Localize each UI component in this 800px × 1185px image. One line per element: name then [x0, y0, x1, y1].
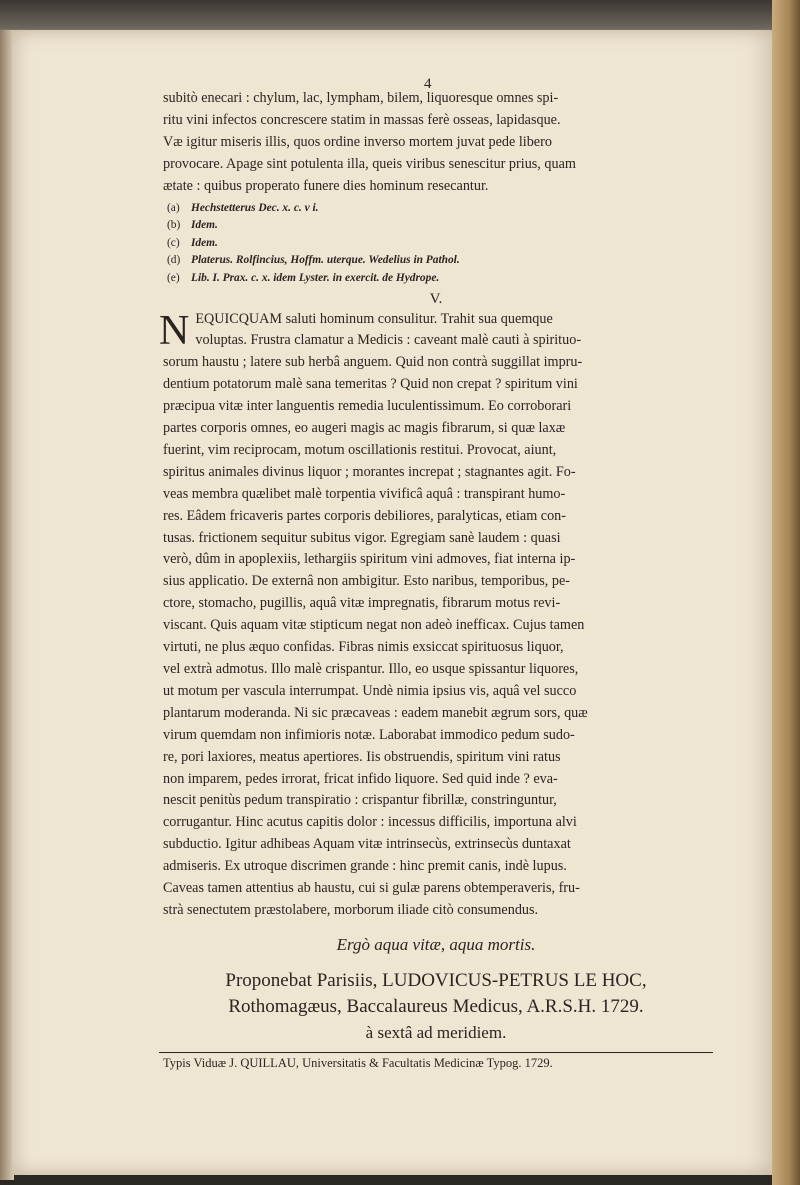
text-line: ritu vini infectos concrescere statim in massas ferè osseas, lapidasque. [163, 111, 561, 128]
page-text [159, 74, 709, 1071]
footnote-mark: (c) [167, 236, 180, 249]
text-line: tusas. frictionem sequitur subitus vigor. Egregiam sanè laudem : quasi [163, 529, 561, 546]
text-line: viscant. Quis aquam vitæ stipticum negat non adeò inefficax. Cujus tamen [163, 617, 585, 634]
text-line: spiritus animales divinus liquor ; morantes increpat ; stagnantes agit. Fo- [163, 463, 576, 480]
section-paragraph [159, 307, 709, 922]
footnote [167, 252, 709, 270]
text-line: ætate : quibus properato funere dies hominum resecantur. [163, 177, 489, 194]
text-line: virum quemdam non infimioris notæ. Laborabat immodico pedum sudo- [163, 726, 575, 743]
footnote [167, 217, 709, 235]
text-line: admiseris. Ex utroque discrimen grande : hinc premit canis, indè lupus. [163, 858, 567, 875]
page-number: 4 [424, 76, 432, 92]
signature-line: Proponebat Parisiis, LUDOVICUS-PETRUS LE HOC, [225, 969, 647, 991]
text-line: verò, dûm in apoplexiis, lethargiis spiritum vini admoves, fiat interna ip- [163, 551, 576, 568]
signature-line: Rothomagæus, Baccalaureus Medicus, A.R.S.H. 1729. [228, 995, 644, 1017]
text-line: ut motum per vascula interrumpat. Undè nimia ipsius vis, aquâ vel succo [163, 682, 577, 699]
footnote-mark: (b) [167, 219, 181, 232]
text-line: præcipua vitæ inter languentis remedia luculentissimum. Eo corroborari [163, 398, 572, 415]
text-line: provocare. Apage sint potulenta illa, queis viribus senescitur prius, quam [163, 155, 576, 172]
text-line: non imparem, pedes irrorat, fricat infido liquore. Sed quid inde ? eva- [163, 770, 558, 787]
footnote-text: Hechstetterus Dec. x. c. v i. [191, 201, 319, 214]
text-line: ctore, stomacho, pugillis, aquâ vitæ impregnatis, fibrarum motus revi- [163, 595, 561, 612]
text-line: dentium potatorum malè sana temeritas ? Quid non crepat ? spiritum vini [163, 376, 578, 393]
conclusion: Ergò aqua vitæ, aqua mortis. [336, 934, 536, 954]
text-line: subitò enecari : chylum, lac, lympham, bilem, liquoresque omnes spi- [163, 90, 559, 106]
footnote [167, 235, 709, 253]
text-line: Væ igitur miseris illis, quos ordine inverso mortem juvat pede libero [163, 133, 552, 150]
signature-line: à sextâ ad meridiem. [365, 1022, 507, 1042]
text-line: sorum haustu ; latere sub herbâ anguem. Quid non contrà suggillat impru- [163, 354, 583, 371]
text-line: fuerint, vim reciprocam, motum oscillationis restitui. Provocat, aiunt, [163, 441, 557, 458]
text-line: nescit penitùs pedum transpiratio : crispantur fibrillæ, constringuntur, [163, 792, 557, 809]
text-line: Caveas tamen attentius ab haustu, cui si gulæ parens obtemperaveris, fru- [163, 880, 580, 897]
footnote-text: Idem. [191, 219, 218, 232]
text-line: strà senectutem præstolabere, morborum iliade citò consumendus. [163, 901, 539, 918]
footnote-text: Idem. [191, 236, 218, 249]
text-line: res. Eâdem fricaveris partes corporis debiliores, paralyticas, etiam con- [163, 507, 566, 524]
footnote-mark: (a) [167, 201, 180, 214]
footnote [167, 270, 709, 288]
text-line: re, pori laxiores, meatus apertiores. Iis obstruendis, spiritum vini ratus [163, 748, 561, 765]
text-line: EQUICQUAM saluti hominum consulitur. Trahit sua quemque [195, 310, 553, 327]
book-edge-right [772, 0, 800, 1185]
text-line: subductio. Igitur adhibeas Aquam vitæ intrinsecùs, extrinsecùs duntaxat [163, 836, 571, 853]
divider-rule [159, 1052, 713, 1053]
drop-capital: N [159, 307, 190, 354]
signature-block [163, 968, 709, 1046]
opening-paragraph [163, 88, 709, 198]
footnote-text: Platerus. Rolfincius, Hoffm. uterque. Wedelius in Pathol. [191, 254, 460, 267]
printer-imprint: Typis Viduæ J. QUILLAU, Universitatis & Facultatis Medicinæ Typog. 1729. [163, 1055, 553, 1070]
text-line: sius applicatio. De externâ non ambigitur. Esto naribus, temporibus, pe- [163, 573, 571, 590]
text-line: vel extrà admotus. Illo malè crispantur. Illo, eo usque spissantur liquores, [163, 661, 579, 677]
text-line: plantarum moderanda. Ni sic præcaveas : eadem manebit ægrum sors, quæ [163, 704, 588, 721]
footnotes [167, 200, 709, 288]
text-line: virtuti, ne plus æquo confidas. Fibras nimis exsiccat spirituosus liquor, [163, 639, 564, 656]
footnote-text: Lib. I. Prax. c. x. idem Lyster. in exercit. de Hydrope. [191, 271, 440, 284]
text-line: corrugantur. Hinc acutus capitis dolor : incessus difficilis, importuna alvi [163, 814, 577, 831]
text-line: partes corporis omnes, eo augeri magis ac magis fibrarum, si quæ laxæ [163, 420, 566, 437]
text-line: voluptas. Frustra clamatur a Medicis : caveant malè cauti à spirituo- [195, 332, 582, 349]
section-number: V. [429, 290, 443, 307]
footnote-mark: (d) [167, 254, 181, 267]
footnote-mark: (e) [167, 271, 180, 284]
text-line: veas membra quælibet malè torpentia vivificâ aquâ : transpirant humo- [163, 485, 566, 502]
footnote [167, 200, 709, 218]
